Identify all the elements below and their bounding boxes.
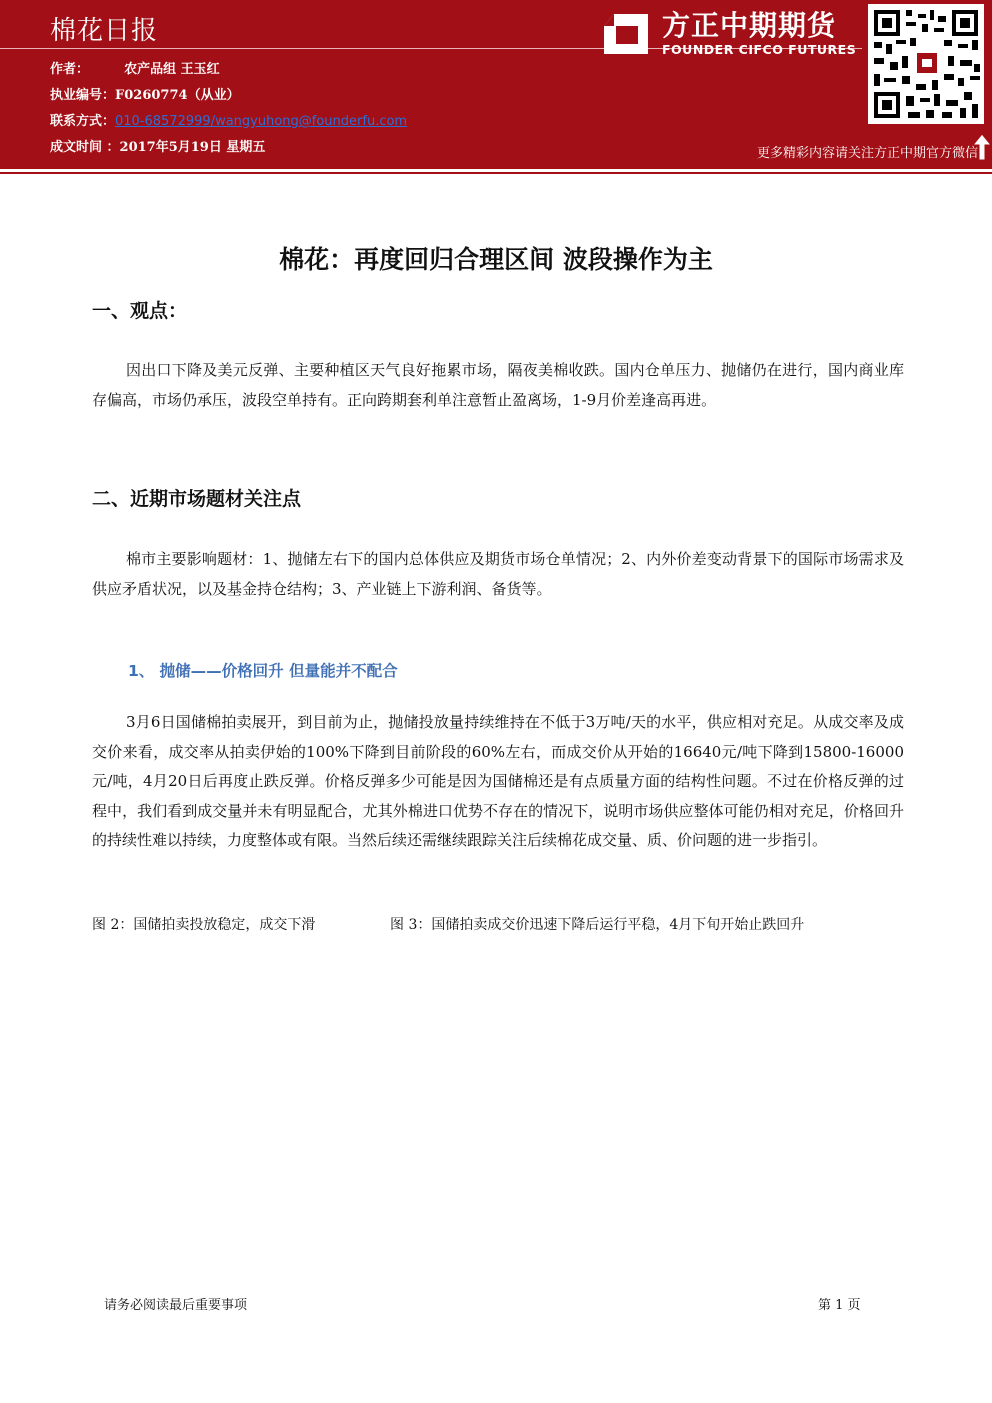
author-line [50, 58, 220, 77]
contact-link[interactable]: 010-68572999/wangyuhong@founderfu.com [115, 114, 408, 129]
document-title: 棉花：再度回归合理区间 波段操作为主 [279, 245, 713, 274]
section-heading-viewpoint: 一、观点： [92, 300, 188, 322]
license-label: 执业编号： [50, 88, 116, 103]
report-header [0, 0, 992, 165]
logo-chinese-name: 方正中期期货 [662, 9, 837, 42]
date-value: 2017年5月19日 星期五 [119, 140, 266, 155]
contact-label: 联系方式： [50, 114, 116, 129]
contact-line [50, 110, 407, 129]
author-label: 作者： [50, 62, 90, 77]
figure-2-caption: 图 2：国储拍卖投放稳定，成交下滑 [92, 917, 316, 933]
arrow-up-icon [972, 132, 992, 162]
figure-3-caption: 图 3：国储拍卖成交价迅速下降后运行平稳，4月下旬开始止跌回升 [390, 917, 805, 933]
subsection-heading-reserve-auction: 1、 抛储——价格回升 但量能并不配合 [128, 662, 398, 680]
qr-code-icon[interactable] [868, 4, 984, 124]
subsection-paragraph-reserve-auction: 3月6日国储棉拍卖展开，到目前为止，抛储投放量持续维持在不低于3万吨/天的水平，供应相对充足。从成交率及成交价来看，成交率从拍卖伊始的100%下降到目前阶段的60%左右，而成交价从开始的16640元/吨下降到15800-16000元/吨，4月20日后再度止跌反弹。价格反弹多少可能是因为国储棉还是有点质量方面的结构性问题。不过在价格反弹的过程中，我们看到成交量并未有明显配合，尤其外棉进口优势不存在的情况下，说明市场供应整体可能仍相对充足，价格回升的持续性难以持续，力度整体或有限。当然后续还需继续跟踪关注后续棉花成交量、质、价问题的进一步指引。 [92, 713, 904, 849]
date-line [50, 136, 265, 155]
section-paragraph-viewpoint: 因出口下降及美元反弹、主要种植区天气良好拖累市场，隔夜美棉收跌。国内仓单压力、抛储仍在进行，国内商业库存偏高，市场仍承压，波段空单持有。正向跨期套利单注意暂止盈离场，1-9月价差逢高再进。 [92, 361, 904, 409]
date-label: 成文时间 ： [50, 140, 120, 155]
author-value: 农产品组 王玉红 [124, 62, 220, 77]
header-divider [0, 165, 992, 169]
footer-notice: 请务必阅读最后重要事项 [104, 1298, 248, 1313]
follow-wechat-text: 更多精彩内容请关注方正中期官方微信 [756, 146, 978, 161]
license-value: F0260774（从业） [115, 88, 240, 103]
license-line [50, 84, 240, 103]
section-paragraph-market-topics: 棉市主要影响题材：1、抛储左右下的国内总体供应及期货市场仓单情况；2、内外价差变动背景下的国际市场需求及供应矛盾状况，以及基金持仓结构；3、产业链上下游利润、备货等。 [92, 550, 904, 598]
section-heading-market-topics: 二、近期市场题材关注点 [92, 488, 302, 510]
logo-english-name: FOUNDER CIFCO FUTURES [662, 42, 857, 57]
header-divider-thin [0, 172, 992, 174]
founder-logo-icon [600, 10, 652, 58]
page-number: 第 1 页 [818, 1298, 861, 1313]
report-name: 棉花日报 [50, 16, 159, 46]
